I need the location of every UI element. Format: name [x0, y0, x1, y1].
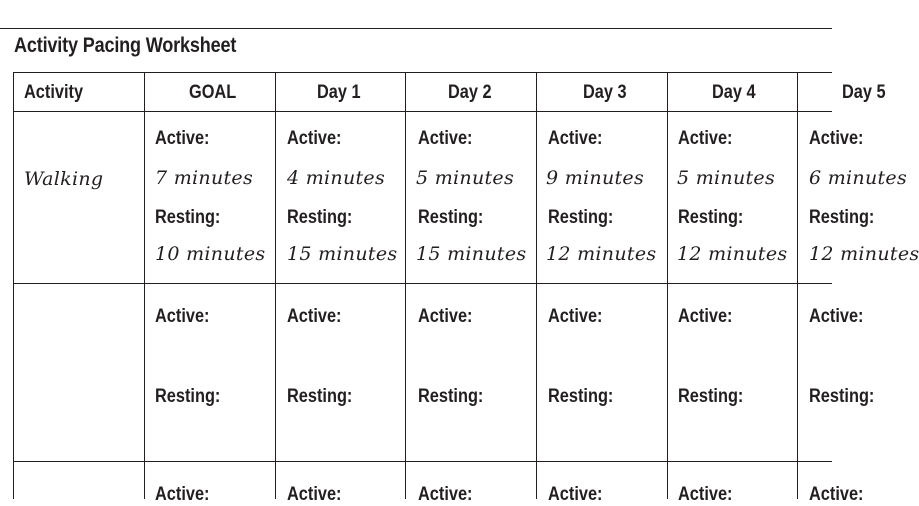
- col-divider: [536, 72, 537, 499]
- active-label: Active:: [418, 484, 473, 505]
- active-label: Active:: [809, 484, 864, 505]
- active-label: Active:: [809, 306, 864, 327]
- active-label: Active:: [678, 128, 733, 149]
- active-value: 9 minutes: [546, 167, 645, 189]
- resting-label: Resting:: [678, 207, 744, 228]
- active-label: Active:: [155, 128, 210, 149]
- active-value: 5 minutes: [677, 167, 776, 189]
- col-divider: [144, 72, 145, 499]
- active-value: 4 minutes: [287, 167, 386, 189]
- header-day-3: Day 3: [583, 82, 627, 103]
- row-divider: [13, 461, 832, 462]
- resting-value: 12 minutes: [809, 243, 919, 265]
- col-divider: [667, 72, 668, 499]
- row-divider: [13, 111, 832, 112]
- resting-label: Resting:: [809, 207, 875, 228]
- col-divider: [405, 72, 406, 499]
- active-value: 5 minutes: [416, 167, 515, 189]
- resting-label: Resting:: [418, 207, 484, 228]
- active-label: Active:: [418, 306, 473, 327]
- resting-label: Resting:: [287, 386, 353, 407]
- active-label: Active:: [287, 484, 342, 505]
- active-label: Active:: [155, 306, 210, 327]
- resting-label: Resting:: [155, 386, 221, 407]
- resting-value: 15 minutes: [416, 243, 527, 265]
- resting-label: Resting:: [548, 386, 614, 407]
- resting-label: Resting:: [548, 207, 614, 228]
- resting-label: Resting:: [287, 207, 353, 228]
- active-value: 7 minutes: [155, 167, 254, 189]
- resting-label: Resting:: [155, 207, 221, 228]
- active-label: Active:: [548, 306, 603, 327]
- row-divider: [13, 72, 832, 73]
- active-label: Active:: [155, 484, 210, 505]
- header-goal: GOAL: [189, 82, 237, 103]
- header-day-1: Day 1: [317, 82, 361, 103]
- resting-value: 12 minutes: [677, 243, 788, 265]
- active-label: Active:: [548, 484, 603, 505]
- header-activity: Activity: [24, 82, 84, 103]
- active-label: Active:: [287, 306, 342, 327]
- row-divider: [13, 283, 832, 284]
- resting-label: Resting:: [809, 386, 875, 407]
- resting-label: Resting:: [678, 386, 744, 407]
- header-day-4: Day 4: [712, 82, 756, 103]
- resting-value: 12 minutes: [546, 243, 657, 265]
- active-label: Active:: [548, 128, 603, 149]
- active-label: Active:: [809, 128, 864, 149]
- resting-value: 10 minutes: [155, 243, 266, 265]
- col-divider: [13, 72, 14, 499]
- activity-name: Walking: [24, 168, 104, 190]
- col-divider: [275, 72, 276, 499]
- active-value: 6 minutes: [809, 167, 908, 189]
- resting-value: 15 minutes: [287, 243, 398, 265]
- resting-label: Resting:: [418, 386, 484, 407]
- worksheet-title: Activity Pacing Worksheet: [14, 34, 237, 57]
- active-label: Active:: [418, 128, 473, 149]
- header-day-2: Day 2: [448, 82, 492, 103]
- active-label: Active:: [678, 306, 733, 327]
- header-day-5: Day 5: [842, 82, 886, 103]
- col-divider: [797, 72, 798, 499]
- active-label: Active:: [287, 128, 342, 149]
- active-label: Active:: [678, 484, 733, 505]
